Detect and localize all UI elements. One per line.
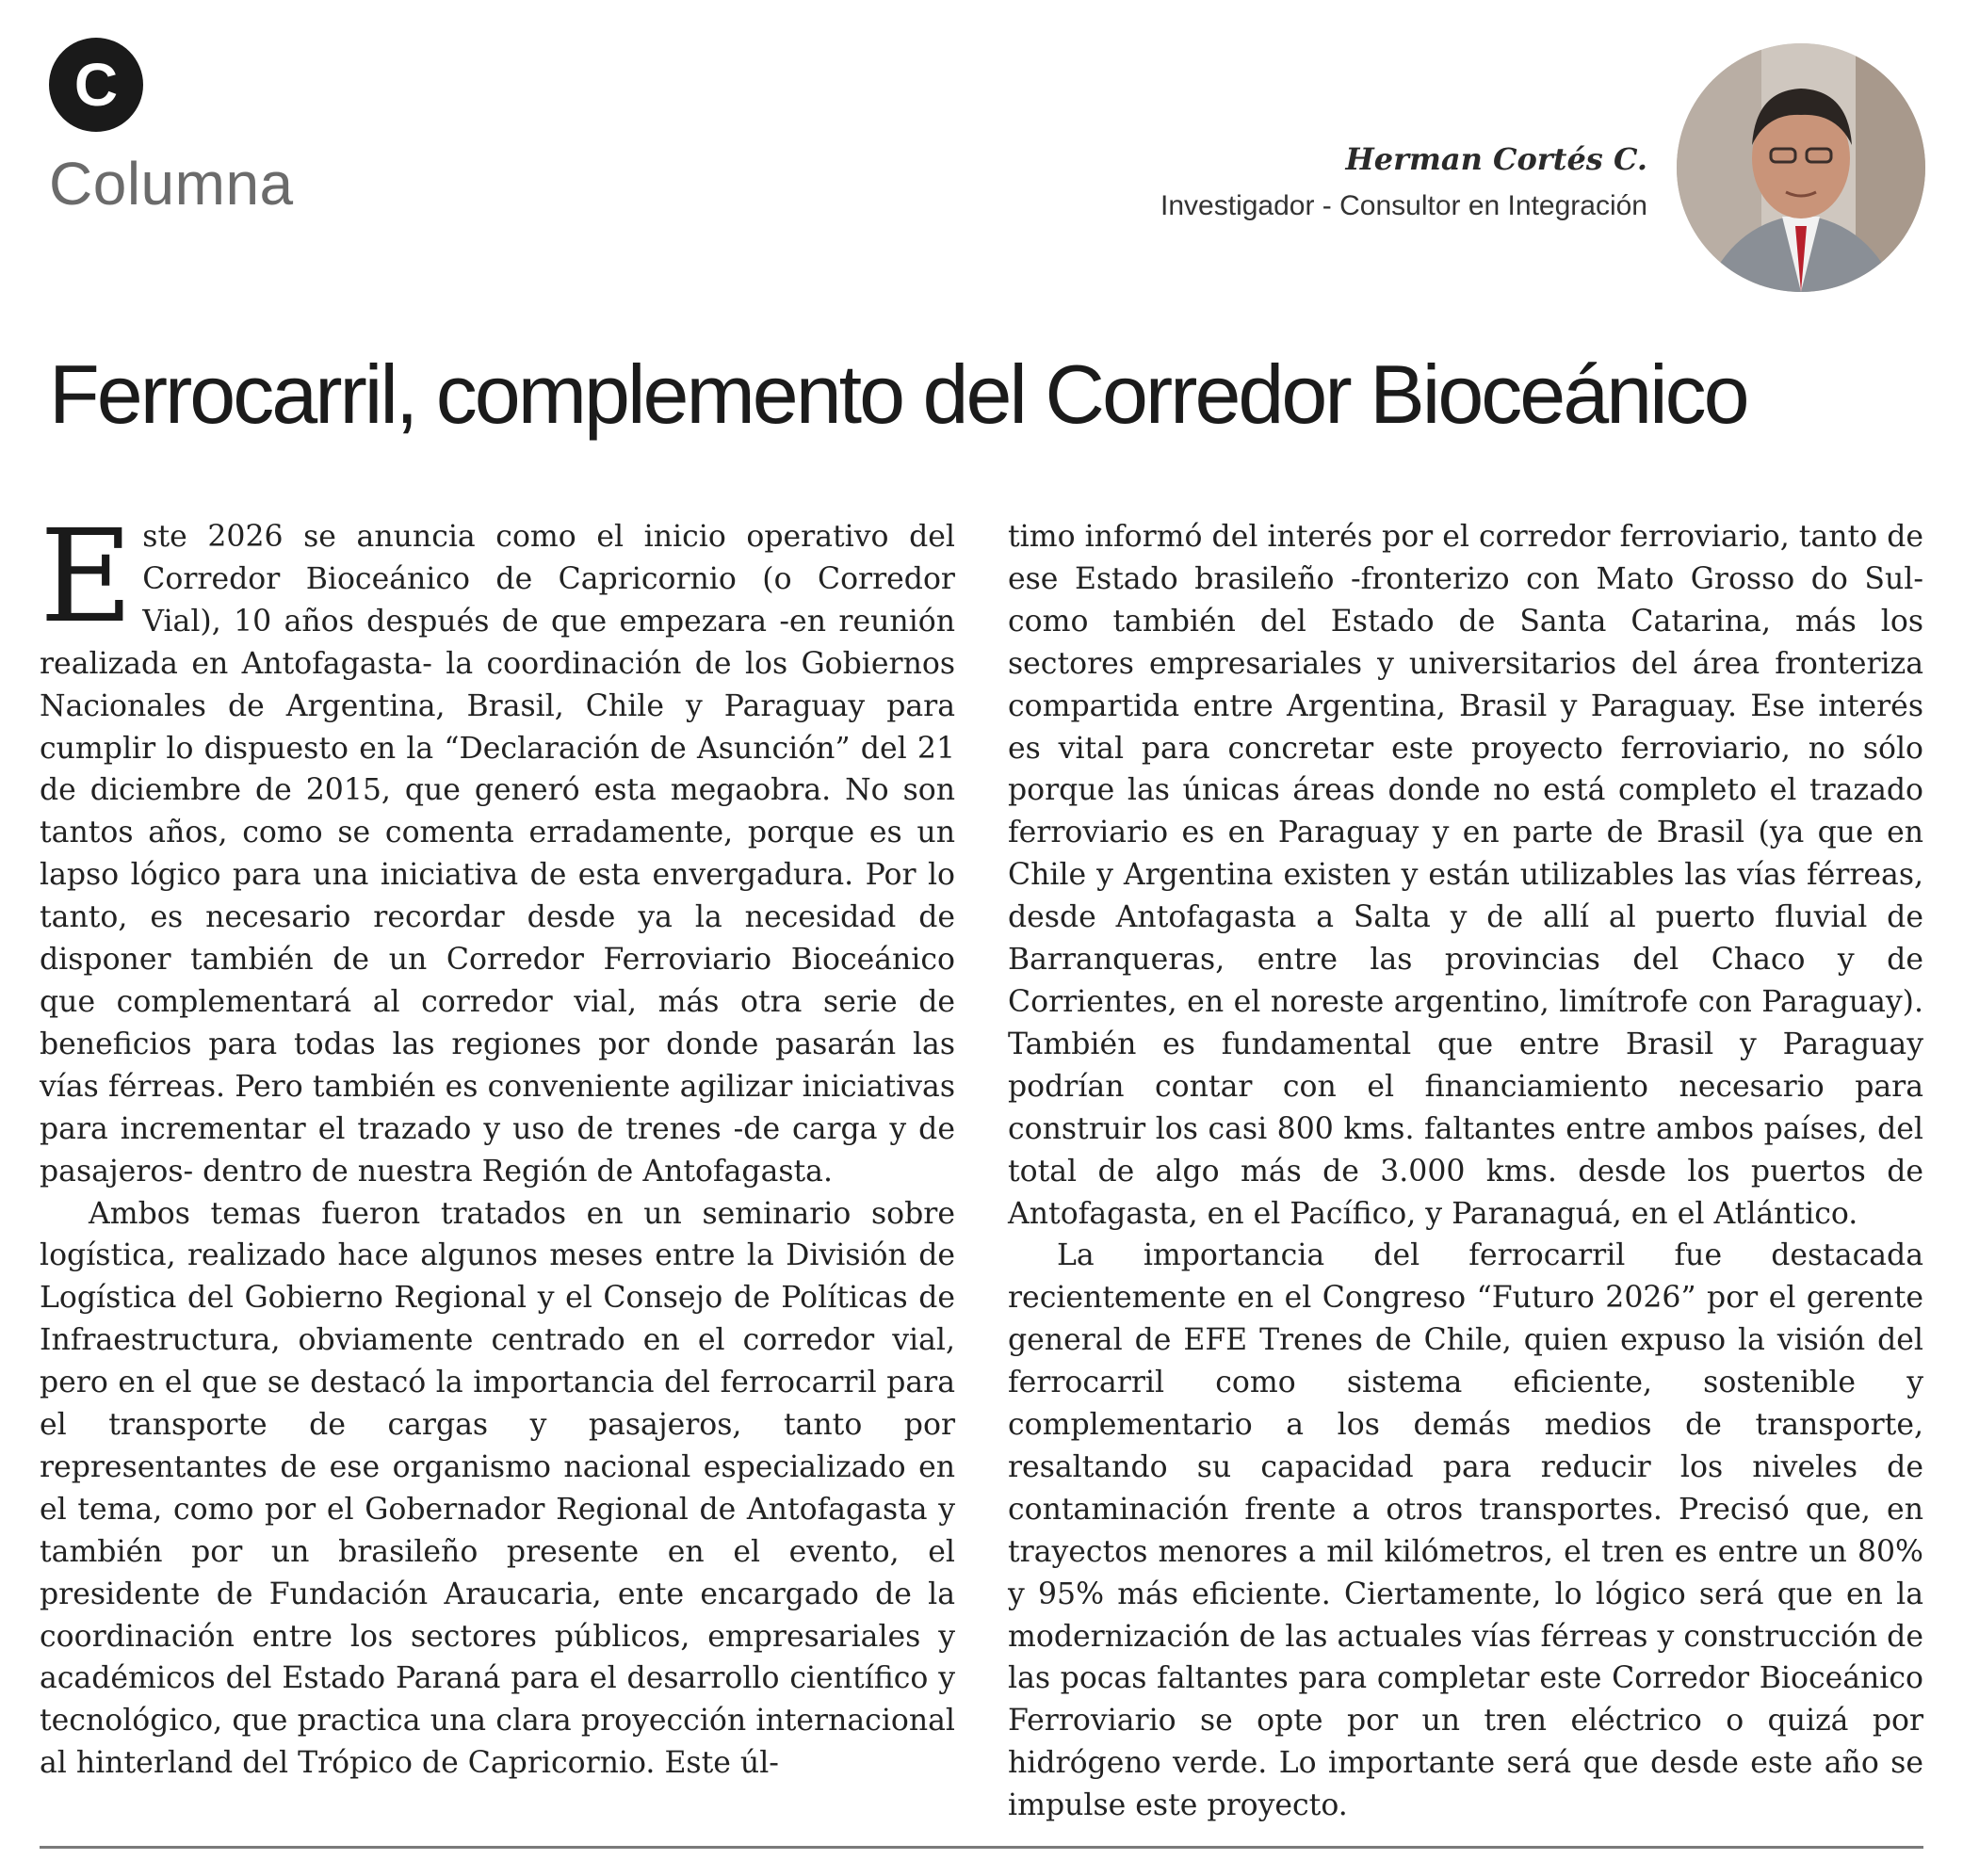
paragraph-3: La importancia del ferrocarril fue destacada recientemente en el Congreso “Futuro 2026” por el gerente general de EFE Trenes de Chile, quien expuso la visión del ferrocarril como sistema eficiente, sostenible y complementario a los demás medios de transporte, resaltando su capacidad para reducir los niveles de contaminación frente a otros transportes. Precisó que, en trayectos menores a mil kilómetros, el tren es entre un 80% y 95% más eficiente. Ciertamente, lo lógico será que en la modernización de las actuales vías férreas y construcción de las pocas faltantes para completar este Corredor Bioceánico Ferroviario se opte por un tren eléctrico o quizá por hidrógeno verde. Lo importante será que desde este año se impulse este proyecto.	[1008, 1238, 1923, 1823]
author-photo	[1677, 43, 1925, 292]
author-role: Investigador - Consultor en Integración	[1160, 190, 1647, 221]
section-name: Columna	[49, 150, 294, 218]
paragraph-1-text: ste 2026 se anuncia como el inicio operativo del Corredor Bioceánico de Capricornio (o Corredor Vial), 10 años después de que empezara -en reunión realizada en Antofagasta- la coordinación de los Gobiernos Nacionales de Argentina, Brasil, Chile y Paraguay para cumplir lo dispuesto en la “Declaración de Asunción” del 21 de diciembre de 2015, que generó esta megaobra. No son tantos años, como se comenta erradamente, porque es un lapso lógico para una iniciativa de esta envergadura. Por lo tanto, es necesario recordar desde ya la necesidad de disponer también de un Corredor Ferroviario Bioceánico que complementará al corredor vial, más otra serie de beneficios para todas las regiones por donde pasarán las vías férreas. Pero también es conveniente agilizar iniciativas para incrementar el trazado y uso de trenes -de carga y de pasajeros- dentro de nuestra Región de Antofagasta.	[40, 520, 955, 1189]
article-column-left	[40, 503, 955, 1785]
drop-cap: E	[40, 503, 134, 652]
section-badge-letter: C	[73, 51, 119, 119]
paragraph-2-start: Ambos temas fueron tratados en un seminario sobre logística, realizado hace algunos meses entre la División de Logística del Gobierno Regional y el Consejo de Políticas de Infraestructura, obviamente centrado en el corredor vial, pero en el que se destacó la importancia del ferrocarril para el transporte de cargas y pasajeros, tanto por representantes de ese organismo nacional especializado en el tema, como por el Gobernador Regional de Antofagasta y también por un brasileño presente en el evento, el presidente de Fundación Araucaria, ente encargado de la coordinación entre los sectores públicos, empresariales y académicos del Estado Paraná para el desarrollo científico y tecnológico, que practica una clara proyección internacional al hinterland del Trópico de Capricornio. Este úl-	[40, 1196, 955, 1781]
author-name: Herman Cortés C.	[1345, 141, 1647, 177]
article-column-right	[1008, 516, 1923, 1827]
author-photo-illustration	[1677, 43, 1925, 292]
bottom-rule	[40, 1846, 1923, 1849]
section-badge	[49, 38, 143, 132]
paragraph-1	[40, 503, 955, 1193]
headline: Ferrocarril, complemento del Corredor Bioceánico	[49, 348, 1747, 441]
paragraph-2-continued: timo informó del interés por el corredor ferroviario, tanto de ese Estado brasileño -fronterizo con Mato Grosso do Sul- como también del Estado de Santa Catarina, más los sectores empresariales y universitarios del área fronteriza compartida entre Argentina, Brasil y Paraguay. Ese interés es vital para concretar este proyecto ferroviario, no sólo porque las únicas áreas donde no está completo el trazado ferroviario es en Paraguay y en parte de Brasil (ya que en Chile y Argentina existen y están utilizables las vías férreas, desde Antofagasta a Salta y de allí al puerto fluvial de Barranqueras, entre las provincias del Chaco y de Corrientes, en el noreste argentino, limítrofe con Paraguay). También es fundamental que entre Brasil y Paraguay podrían contar con el financiamiento necesario para construir los casi 800 kms. faltantes entre ambos países, del total de algo más de 3.000 kms. desde los puertos de Antofagasta, en el Pacífico, y Paranaguá, en el Atlántico.	[1008, 520, 1923, 1231]
byline	[1160, 141, 1647, 222]
